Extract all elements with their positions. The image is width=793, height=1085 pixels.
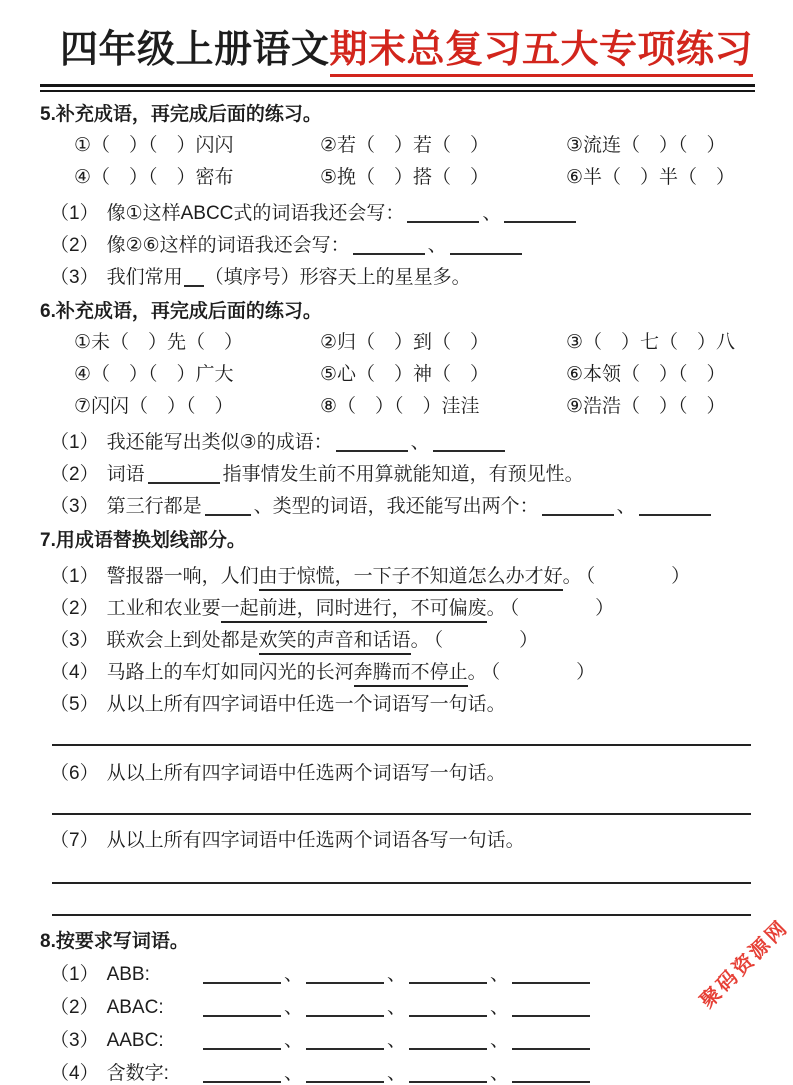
separator: 、 bbox=[284, 1030, 304, 1051]
separator: 、 bbox=[387, 1063, 407, 1084]
answer-blank bbox=[639, 499, 711, 516]
question-text: 从以上所有四字词语中任选一个词语写一句话。 bbox=[106, 694, 506, 715]
title-red-part: 期末总复习五大专项练习 bbox=[330, 29, 754, 77]
question-text: 像②⑥这样的词语我还会写： bbox=[106, 235, 350, 256]
pattern-label: 含数字: bbox=[106, 1063, 169, 1084]
section-8-row-numbers bbox=[50, 1062, 755, 1085]
answer-parentheses: （ ） bbox=[585, 566, 691, 587]
question-text: 。 bbox=[486, 598, 506, 619]
question-number: （4） bbox=[50, 1063, 99, 1084]
answer-writing-line bbox=[52, 744, 751, 746]
answer-blank bbox=[512, 967, 590, 984]
separator: 、 bbox=[284, 964, 304, 985]
question-number: （1） bbox=[50, 432, 99, 453]
question-number: （2） bbox=[50, 997, 99, 1018]
separator: 、 bbox=[482, 203, 502, 224]
underlined-phrase: 欢笑的声音和话语 bbox=[259, 630, 411, 655]
answer-blank bbox=[542, 499, 614, 516]
answer-parentheses: （ ） bbox=[433, 630, 539, 651]
section-7-question-7 bbox=[50, 829, 755, 852]
section-6-heading: 6.补充成语，再完成后面的练习。 bbox=[40, 301, 322, 322]
idiom-item: ①（ ）（ ）闪闪 bbox=[74, 135, 234, 156]
question-text: 马路上的车灯如同闪光的长河 bbox=[106, 662, 354, 683]
question-number: （1） bbox=[50, 566, 99, 587]
section-5-heading: 5.补充成语，再完成后面的练习。 bbox=[40, 104, 322, 125]
idiom-item: ①未（ ）先（ ） bbox=[74, 332, 244, 353]
answer-blank bbox=[148, 467, 220, 484]
row-label bbox=[50, 996, 200, 1019]
section-5-idiom-grid bbox=[74, 135, 755, 189]
watermark-text: 聚码资源网 bbox=[696, 915, 793, 1013]
answer-parentheses: （ ） bbox=[490, 662, 596, 683]
idiom-item: ⑤心（ ）神（ ） bbox=[320, 364, 490, 385]
section-5-question-2 bbox=[50, 234, 755, 257]
section-6-question-3 bbox=[50, 495, 755, 518]
section-7-question-2 bbox=[50, 597, 755, 620]
page-title bbox=[60, 24, 755, 76]
section-6-question-2 bbox=[50, 463, 755, 486]
idiom-item: ⑦闪闪（ ）（ ） bbox=[74, 396, 234, 417]
idiom-item: ②归（ ）到（ ） bbox=[320, 332, 490, 353]
question-text: 从以上所有四字词语中任选两个词语写一句话。 bbox=[106, 763, 506, 784]
question-text: 词语 bbox=[106, 464, 145, 485]
title-black-part: 四年级上册语文 bbox=[60, 29, 330, 71]
separator: 、 bbox=[427, 235, 447, 256]
question-text: 我们常用 bbox=[106, 267, 183, 288]
separator: 、 bbox=[387, 1030, 407, 1051]
answer-blank bbox=[409, 1000, 487, 1017]
separator: 、 bbox=[410, 432, 430, 453]
question-number: （3） bbox=[50, 630, 99, 651]
question-text: （填序号）形容天上的星星多。 bbox=[204, 267, 471, 288]
question-number: （4） bbox=[50, 662, 99, 683]
underlined-phrase: 一起前进，同时进行，不可偏废 bbox=[221, 598, 487, 623]
answer-blank bbox=[512, 1000, 590, 1017]
section-7-question-1 bbox=[50, 565, 755, 588]
answer-blank bbox=[407, 206, 479, 223]
question-text: 联欢会上到处都是 bbox=[106, 630, 259, 651]
section-7-question-3 bbox=[50, 629, 755, 652]
separator: 、 bbox=[490, 997, 510, 1018]
section-7-heading: 7.用成语替换划线部分。 bbox=[40, 530, 246, 551]
underlined-phrase: 由于惊慌，一下子不知道怎么办才好 bbox=[259, 566, 563, 591]
answer-blank bbox=[203, 1000, 281, 1017]
section-7-question-4 bbox=[50, 661, 755, 684]
question-text: 警报器一响，人们 bbox=[106, 566, 259, 587]
row-label bbox=[50, 1029, 200, 1052]
question-text: 工业和农业要 bbox=[106, 598, 221, 619]
section-7-question-6 bbox=[50, 762, 755, 785]
answer-blank bbox=[409, 1066, 487, 1083]
answer-blank bbox=[203, 967, 281, 984]
idiom-item: ②若（ ）若（ ） bbox=[320, 135, 490, 156]
answer-blank bbox=[512, 1033, 590, 1050]
separator: 、 bbox=[490, 1063, 510, 1084]
question-number: （3） bbox=[50, 1030, 99, 1051]
question-number: （1） bbox=[50, 964, 99, 985]
answer-blank bbox=[336, 435, 408, 452]
question-number: （3） bbox=[50, 496, 99, 517]
separator: 、 bbox=[284, 1063, 304, 1084]
answer-blank bbox=[450, 238, 522, 255]
idiom-item: ④（ ）（ ）广大 bbox=[74, 364, 234, 385]
question-text: 。 bbox=[562, 566, 582, 587]
section-6-question-1 bbox=[50, 431, 755, 454]
answer-blank bbox=[512, 1066, 590, 1083]
pattern-label: ABB: bbox=[106, 964, 150, 985]
question-number: （6） bbox=[50, 763, 99, 784]
pattern-label: AABC: bbox=[106, 1030, 164, 1051]
answer-writing-line bbox=[52, 882, 751, 884]
question-number: （2） bbox=[50, 235, 99, 256]
question-text: 从以上所有四字词语中任选两个词语各写一句话。 bbox=[106, 830, 525, 851]
answer-blank bbox=[433, 435, 505, 452]
idiom-item: ⑧（ ）（ ）洼洼 bbox=[320, 396, 480, 417]
pattern-label: ABAC: bbox=[106, 997, 164, 1018]
question-number: （2） bbox=[50, 464, 99, 485]
section-6-idiom-grid bbox=[74, 332, 755, 418]
question-text: 像①这样ABCC式的词语我还会写： bbox=[106, 203, 405, 224]
row-label bbox=[50, 1062, 200, 1085]
question-number: （5） bbox=[50, 694, 99, 715]
question-number: （7） bbox=[50, 830, 99, 851]
section-7-question-5 bbox=[50, 693, 755, 716]
answer-parentheses: （ ） bbox=[509, 598, 615, 619]
answer-blank bbox=[306, 967, 384, 984]
idiom-item: ⑥半（ ）半（ ） bbox=[566, 167, 736, 188]
question-text: 指事情发生前不用算就能知道，有预见性。 bbox=[222, 464, 584, 485]
answer-blank bbox=[306, 1066, 384, 1083]
answer-blank bbox=[205, 499, 251, 516]
question-number: （3） bbox=[50, 267, 99, 288]
idiom-item: ⑤挽（ ）搭（ ） bbox=[320, 167, 490, 188]
answer-blank bbox=[306, 1033, 384, 1050]
idiom-item: ⑨浩浩（ ）（ ） bbox=[566, 396, 726, 417]
separator: 、 bbox=[387, 964, 407, 985]
separator: 、 bbox=[490, 964, 510, 985]
separator: 、 bbox=[616, 496, 636, 517]
idiom-item: ⑥本领（ ）（ ） bbox=[566, 364, 726, 385]
question-number: （1） bbox=[50, 203, 99, 224]
answer-blank bbox=[409, 1033, 487, 1050]
answer-blank bbox=[203, 1066, 281, 1083]
answer-blank bbox=[203, 1033, 281, 1050]
answer-blank bbox=[353, 238, 425, 255]
answer-blank bbox=[306, 1000, 384, 1017]
question-text: 、类型的词语，我还能写出两个： bbox=[253, 496, 539, 517]
section-8-heading: 8.按要求写词语。 bbox=[40, 931, 189, 952]
separator: 、 bbox=[387, 997, 407, 1018]
question-text: 我还能写出类似③的成语： bbox=[106, 432, 333, 453]
idiom-item: ③（ ）七（ ）八 bbox=[566, 332, 736, 353]
idiom-item: ④（ ）（ ）密布 bbox=[74, 167, 234, 188]
section-8-row-abb bbox=[50, 963, 755, 986]
section-5-question-1 bbox=[50, 202, 755, 225]
separator: 、 bbox=[490, 1030, 510, 1051]
section-8-row-abac bbox=[50, 996, 755, 1019]
answer-blank bbox=[409, 967, 487, 984]
row-label bbox=[50, 963, 200, 986]
underlined-phrase: 奔腾而不停止 bbox=[354, 662, 468, 687]
question-text: 第三行都是 bbox=[106, 496, 202, 517]
section-5-question-3 bbox=[50, 266, 755, 289]
title-divider-rule bbox=[40, 84, 755, 92]
idiom-item: ③流连（ ）（ ） bbox=[566, 135, 726, 156]
section-8-row-aabc bbox=[50, 1029, 755, 1052]
answer-writing-line bbox=[52, 914, 751, 916]
answer-writing-line bbox=[52, 813, 751, 815]
question-text: 。 bbox=[467, 662, 487, 683]
separator: 、 bbox=[284, 997, 304, 1018]
question-text: 。 bbox=[410, 630, 430, 651]
answer-blank bbox=[504, 206, 576, 223]
question-number: （2） bbox=[50, 598, 99, 619]
answer-blank bbox=[184, 270, 204, 287]
